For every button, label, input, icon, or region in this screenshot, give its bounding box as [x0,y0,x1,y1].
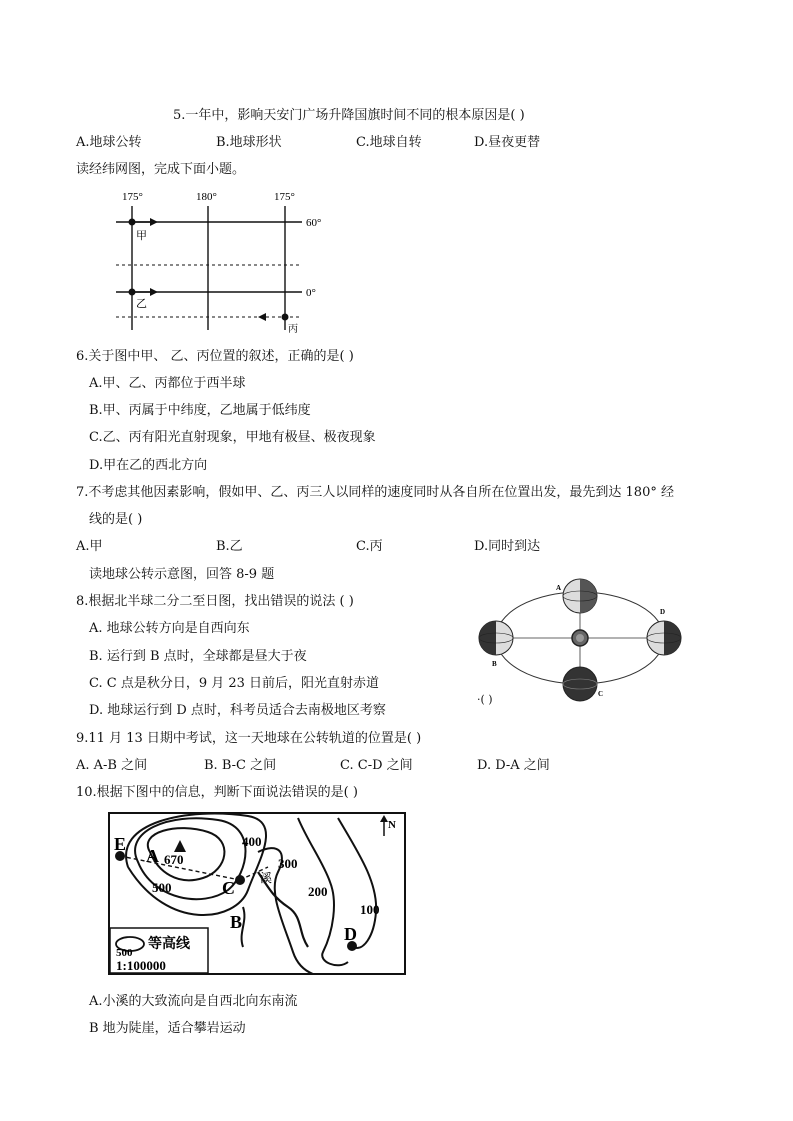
q8-stem: 8.根据北半球二分二至日图，找出错误的说法 ( ) [76,594,354,609]
elevation-500: 500 [152,880,172,895]
map-scale: 1:100000 [116,958,166,973]
lon-label-center: 180° [196,191,217,203]
point-label-c: C [222,878,235,898]
q7-option-d: D.同时到达 [474,539,541,554]
elevation-300: 300 [278,856,298,871]
q6-option-b: B.甲、丙属于中纬度，乙地属于低纬度 [89,403,311,418]
elevation-400: 400 [242,834,262,849]
q9-option-a: A. A-B 之间 [76,758,148,773]
lat-label-60: 60° [306,217,322,229]
earth-d-icon [647,621,681,655]
elevation-200: 200 [308,884,328,899]
q5-option-d: D.昼夜更替 [474,135,541,150]
q6-stem: 6.关于图中甲、 乙、丙位置的叙述，正确的是( ) [76,349,354,364]
elevation-670: 670 [164,852,184,867]
q5-option-c: C.地球自转 [356,135,422,150]
orbit-label-d: D [660,608,666,616]
q6-option-d: D.甲在乙的西北方向 [89,458,208,473]
q9-option-c: C. C-D 之间 [340,758,413,773]
q7-option-c: C.丙 [356,539,383,554]
elevation-100: 100 [360,902,380,917]
legend-value: 500 [116,947,133,959]
legend-label: 等高线 [148,937,190,952]
point-c [235,875,245,885]
q7-stem-line2: 线的是( ) [89,512,143,527]
q9-option-d: D. D-A 之间 [477,758,550,773]
point-label-e: E [114,834,127,854]
lon-label-left: 175° [122,191,143,203]
north-label: N [388,819,396,831]
q5-option-b: B.地球形状 [216,135,282,150]
lat-long-grid-figure [106,186,336,336]
intro-grid: 读经纬网图，完成下面小题。 [76,162,246,177]
contour-map-figure [108,812,406,976]
label-yi: 乙 [136,298,147,310]
q9-option-b: B. B-C 之间 [204,758,277,773]
q6-option-a: A.甲、乙、丙都位于西半球 [89,376,246,391]
q7-option-b: B.乙 [216,539,243,554]
point-label-a: A [146,846,159,866]
point-label-d: D [344,924,357,944]
q10-stem: 10.根据下图中的信息，判断下面说法错误的是( ) [76,785,358,800]
q10-option-b: B 地为陡崖，适合攀岩运动 [89,1021,246,1036]
q8-figure-caption: ·( ) [477,693,493,706]
orbit-label-b: B [492,660,497,668]
q8-option-d: D. 地球运行到 D 点时，科考员适合去南极地区考察 [89,703,386,718]
q9-stem: 9.11 月 13 日期中考试，这一天地球在公转轨道的位置是( ) [76,731,422,746]
earth-c-icon [563,667,597,701]
label-jia: 甲 [136,230,147,242]
q5-stem: 5.一年中，影响天安门广场升降国旗时间不同的根本原因是( ) [173,108,525,123]
q10-option-a: A.小溪的大致流向是自西北向东南流 [89,994,298,1009]
q5-option-a: A.地球公转 [76,135,142,150]
orbit-label-c: C [598,690,604,698]
earth-orbit-figure [470,574,692,714]
q7-option-a: A.甲 [76,539,103,554]
earth-a-icon [563,579,597,613]
point-label-b: B [230,912,243,932]
q8-option-b: B. 运行到 B 点时，全球都是昼大于夜 [89,649,307,664]
lat-label-0: 0° [306,287,316,299]
q8-option-a: A. 地球公转方向是自西向东 [89,621,250,636]
q8-option-c: C. C 点是秋分日，9 月 23 日前后，阳光直射赤道 [89,676,380,691]
label-bing: 丙 [288,324,298,335]
intro-orbit: 读地球公转示意图，回答 8-9 题 [89,567,275,582]
q6-option-c: C.乙、丙有阳光直射现象，甲地有极昼、极夜现象 [89,430,376,445]
orbit-label-a: A [556,584,562,592]
stream-label: 溪 [260,871,273,885]
point-bing [282,314,289,321]
q7-stem-line1: 7.不考虑其他因素影响，假如甲、乙、丙三人以同样的速度同时从各自所在位置出发，最先到达 180° 经 [76,485,674,500]
earth-b-icon [479,621,513,655]
lon-label-right: 175° [274,191,295,203]
